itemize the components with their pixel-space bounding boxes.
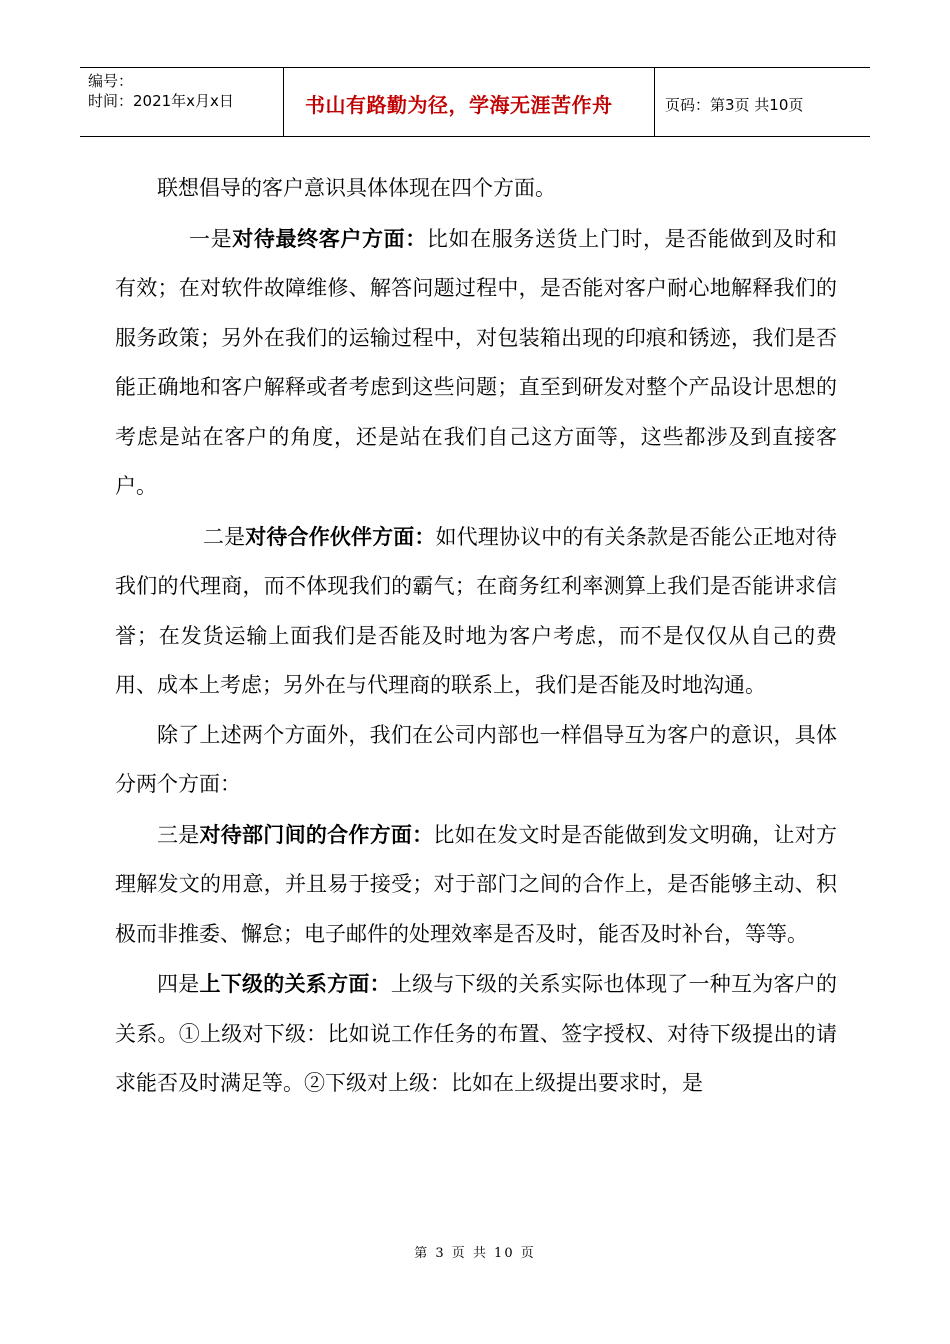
paragraph-end-customers [115, 214, 837, 512]
paragraph-prefix: 三是 [157, 822, 200, 847]
paragraph-text: 比如在发文时是否能做到发文明确，让对方理解发文的用意，并且易于接受；对于部门之间的合作上，是否能够主动、积极而非推委、懈怠；电子邮件的处理效率是否及时，能否及时补台，等等。 [115, 822, 838, 946]
paragraph-text: 上级与下级的关系实际也体现了一种互为客户的关系。①上级对下级：比如说工作任务的布置、签字授权、对待下级提出的请求能否及时满足等。②下级对上级：比如在上级提出要求时，是 [115, 972, 838, 1095]
paragraph-internal [115, 711, 837, 810]
intro-paragraph [115, 164, 837, 214]
header-motto-cell [284, 68, 655, 136]
header-page-code: 页码：第3页 共10页 [665, 96, 804, 114]
paragraph-prefix: 一是 [189, 226, 233, 251]
page-footer: 第 3 页 共 10 页 [414, 1246, 536, 1261]
header-motto: 书山有路勤为径，学海无涯苦作舟 [305, 93, 613, 117]
document-body [115, 164, 837, 1109]
paragraph-text: 比如在服务送货上门时，是否能做到及时和有效；在对软件故障维修、解答问题过程中，是否能对客户耐心地解释我们的服务政策；另外在我们的运输过程中，对包装箱出现的印痕和锈迹，我们是否能正确地和客户解释或者考虑到这些问题；直至到研发对整个产品设计思想的考虑是站在客户的角度，还是站在我们自己这方面等，这些都涉及到直接客户。 [115, 226, 838, 498]
paragraph-prefix: 二是 [203, 524, 246, 549]
paragraph-heading: 对待合作伙伴方面： [245, 523, 436, 549]
document-number-label: 编号： [88, 72, 134, 90]
paragraph-partners [115, 512, 837, 711]
paragraph-heading: 上下级的关系方面： [199, 971, 391, 996]
paragraph-departments [115, 810, 837, 960]
paragraph-text: 如代理协议中的有关条款是否能公正地对待我们的代理商，而不体现我们的霸气；在商务红利率测算上我们是否能讲求信誉；在发货运输上面我们是否能及时地为客户考虑，而不是仅仅从自己的费用、成本上考虑；另外在与代理商的联系上，我们是否能及时地沟通。 [115, 524, 838, 697]
paragraph-superiors [115, 959, 837, 1109]
intro-text: 联想倡导的客户意识具体体现在四个方面。 [157, 176, 556, 200]
paragraph-text: 除了上述两个方面外，我们在公司内部也一样倡导互为客户的意识，具体分两个方面： [115, 722, 837, 796]
paragraph-heading: 对待最终客户方面： [232, 225, 427, 251]
header-page-cell [655, 68, 870, 136]
header-info-cell [80, 68, 284, 136]
page-header [80, 67, 870, 137]
paragraph-heading: 对待部门间的合作方面： [199, 821, 434, 847]
document-time-label: 时间：2021年x月x日 [88, 92, 234, 110]
paragraph-prefix: 四是 [157, 972, 200, 996]
